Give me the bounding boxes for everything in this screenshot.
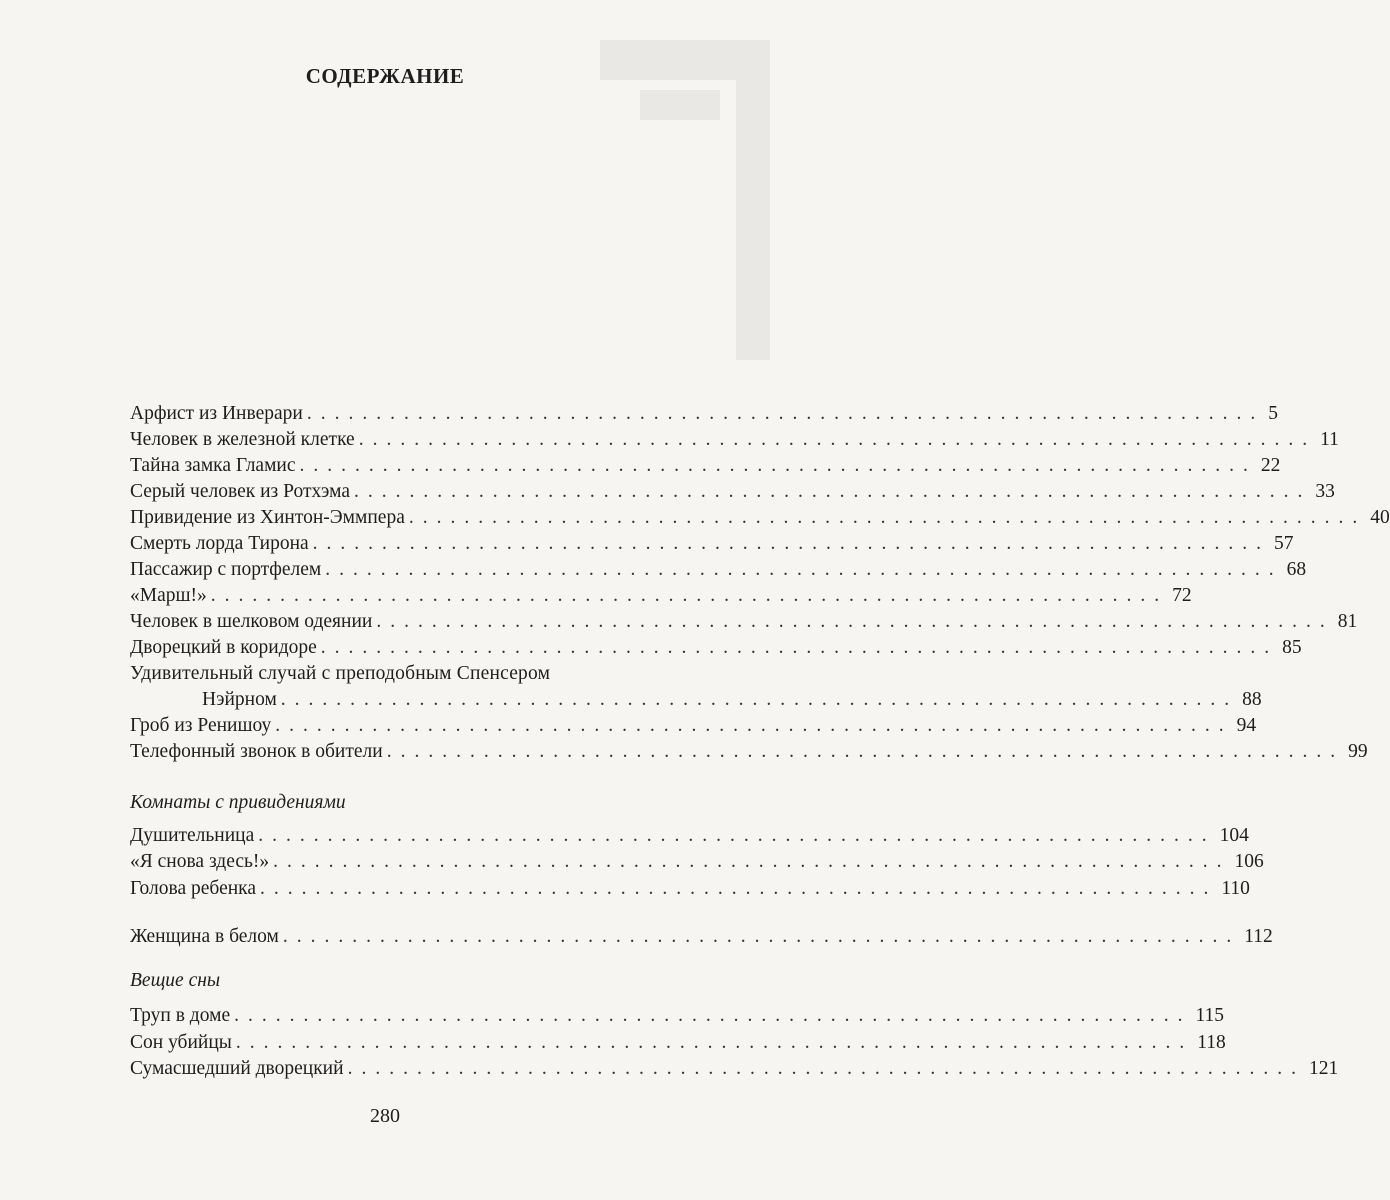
toc-leader: .....................................................................: [282, 926, 1241, 947]
toc-entry-title: Человек в шелковом одеянии: [130, 611, 373, 632]
toc-entry: [130, 876, 1250, 902]
toc-entry-page: 68: [1286, 559, 1307, 580]
toc-entry-title: Труп в доме: [130, 1005, 231, 1026]
toc-entry: [130, 739, 1368, 765]
toc-entry-title: Душительница: [130, 825, 255, 846]
section-heading: Вещие сны: [130, 970, 221, 991]
toc-entry: [130, 401, 1278, 427]
toc-entry-page: 106: [1234, 851, 1264, 872]
toc-entry-page: 81: [1337, 611, 1358, 632]
toc-entry: [130, 635, 1302, 661]
toc-leader: .....................................................................: [325, 559, 1283, 580]
toc-entry-title: Арфист из Инверари: [130, 403, 303, 424]
toc-leader: .....................................................................: [273, 851, 1231, 872]
toc-entry: [202, 687, 1262, 713]
toc-leader: .....................................................................: [258, 825, 1216, 846]
toc-entry-page: 88: [1242, 689, 1262, 710]
toc-entry: [130, 713, 1257, 739]
toc-entry: [130, 823, 1249, 849]
toc-entry-page: 5: [1268, 403, 1278, 424]
toc-entry-page: 104: [1219, 825, 1249, 846]
toc-entry: [130, 1030, 1226, 1056]
toc-entry: [130, 453, 1281, 479]
toc-entry: [130, 505, 1390, 531]
toc-entry-page: 22: [1260, 455, 1281, 476]
toc-entry-title: «Марш!»: [130, 585, 207, 606]
toc-entry-title: Серый человек из Ротхэма: [130, 481, 351, 502]
toc-entry-title: Голова ребенка: [130, 878, 257, 899]
toc-leader: .....................................................................: [320, 637, 1279, 658]
toc-entry-title: Женщина в белом: [130, 926, 279, 947]
toc-leader: .....................................................................: [347, 1058, 1305, 1079]
toc-entry-page: 33: [1315, 481, 1335, 502]
toc-entry-title-line1: Удивительный случай с преподобным Спенсером: [130, 663, 551, 684]
bleed-through-block: [640, 90, 720, 120]
toc-entry: [130, 531, 1294, 557]
toc-entry-page: 112: [1244, 926, 1273, 947]
toc-leader: .....................................................................: [234, 1005, 1192, 1026]
toc-entry: [130, 609, 1358, 635]
toc-leader: .....................................................................: [386, 741, 1345, 762]
toc-entry-title: Гроб из Ренишоу: [130, 715, 272, 736]
toc-leader: .....................................................................: [376, 611, 1334, 632]
page-number: 280: [370, 1105, 400, 1127]
toc-entry: [130, 557, 1307, 583]
toc-entry-title: Дворецкий в коридоре: [130, 637, 317, 658]
toc-leader: .....................................................................: [299, 455, 1257, 476]
toc-entry-page: 72: [1172, 585, 1192, 606]
toc-leader: .....................................................................: [275, 715, 1233, 736]
toc-leader: .....................................................................: [210, 585, 1169, 606]
toc-leader: .....................................................................: [408, 507, 1367, 528]
toc-entry: [130, 849, 1264, 875]
toc-entry-page: 94: [1236, 715, 1257, 736]
toc-entry-title: Смерть лорда Тирона: [130, 533, 309, 554]
toc-entry-page: 110: [1221, 878, 1250, 899]
toc-entry: [130, 427, 1339, 453]
toc-entry-title: Привидение из Хинтон-Эммпера: [130, 507, 405, 528]
toc-entry: [130, 1056, 1339, 1082]
toc-entry-page: 115: [1195, 1005, 1225, 1026]
toc-entry: [130, 583, 1192, 609]
toc-entry-title: «Я снова здесь!»: [130, 851, 270, 872]
toc-leader: .....................................................................: [306, 403, 1265, 424]
toc-entry: [130, 924, 1273, 950]
toc-leader: .....................................................................: [260, 878, 1218, 899]
toc-leader: .....................................................................: [354, 481, 1312, 502]
toc-entry: [130, 479, 1335, 505]
toc-entry-page: 121: [1308, 1058, 1339, 1079]
toc-leader: .....................................................................: [235, 1032, 1194, 1053]
toc-entry-page: 85: [1282, 637, 1302, 658]
page-title: СОДЕРЖАНИЕ: [305, 64, 465, 88]
toc-entry-page: 118: [1197, 1032, 1226, 1053]
toc-entry-page: 57: [1274, 533, 1294, 554]
toc-entry-title: Телефонный звонок в обители: [130, 741, 383, 762]
toc-leader: .....................................................................: [312, 533, 1271, 554]
toc-entry-title: Сумасшедший дворецкий: [130, 1058, 344, 1079]
toc-entry-page: 99: [1348, 741, 1368, 762]
toc-leader: .....................................................................: [358, 429, 1317, 450]
toc-entry-title-continuation: Нэйрном: [202, 689, 277, 710]
toc-entry-page: 11: [1320, 429, 1339, 450]
toc-entry: [130, 1003, 1225, 1029]
toc-entry-title: Пассажир с портфелем: [130, 559, 322, 580]
toc-leader: .....................................................................: [280, 689, 1239, 710]
toc-entry-title: Сон убийцы: [130, 1032, 232, 1053]
section-heading: Комнаты с привидениями: [130, 792, 346, 813]
toc-entry-page: 40: [1370, 507, 1390, 528]
toc-entry-title: Человек в железной клетке: [130, 429, 355, 450]
toc-entry-title: Тайна замка Гламис: [130, 455, 296, 476]
